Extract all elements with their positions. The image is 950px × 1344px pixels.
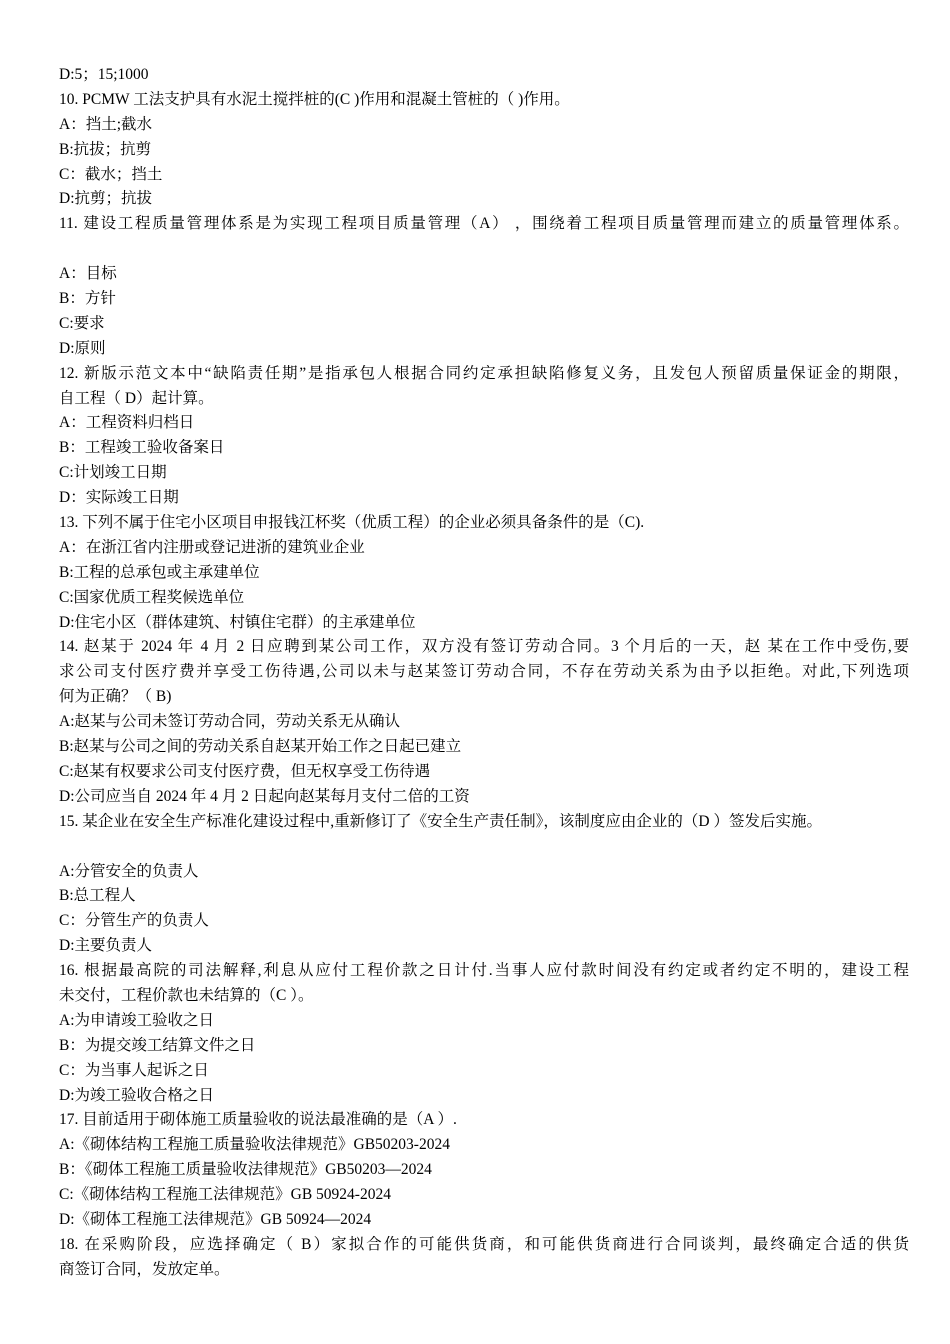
document-page [59,63,909,1283]
text-line: D:住宅小区（群体建筑、村镇住宅群）的主承建单位 [59,613,416,631]
text-line: B：为提交竣工结算文件之日 [59,1036,256,1054]
text-line: B:抗拔；抗剪 [59,140,152,158]
text-line: B：《砌体工程施工质量验收法律规范》GB50203—2024 [59,1161,432,1179]
text-line: C:要求 [59,314,105,332]
text-line: B：工程竣工验收备案日 [59,439,225,457]
text-line: 自工程（ D）起计算。 [59,389,214,407]
text-line: 求公司支付医疗费并享受工伤待遇,公司以未与赵某签订劳动合同，不存在劳动关系为由予以拒绝。对此,下列选项 [59,663,909,681]
text-line: B:总工程人 [59,887,136,905]
text-line: A:赵某与公司未签订劳动合同，劳动关系无从确认 [59,713,401,731]
text-line: D:抗剪；抗拔 [59,190,153,208]
text-line: 10. PCMW 工法支护具有水泥土搅拌桩的(C )作用和混凝土管桩的（ )作用。 [59,90,570,108]
text-line: 13. 下列不属于住宅小区项目申报钱江杯奖（优质工程）的企业必须具备条件的是（C). [59,514,645,532]
text-line: 11. 建设工程质量管理体系是为实现工程项目质量管理（A） ，围绕着工程项目质量管理而建立的质量管理体系。 [59,215,909,233]
text-line: D:主要负责人 [59,937,153,955]
text-line: A：工程资料归档日 [59,414,195,432]
text-line: C：分管生产的负责人 [59,912,209,930]
text-line: C:赵某有权要求公司支付医疗费，但无权享受工伤待遇 [59,762,431,780]
text-line: B:工程的总承包或主承建单位 [59,563,260,581]
text-line: C:《砌体结构工程施工法律规范》GB 50924-2024 [59,1186,391,1204]
text-line: A:分管安全的负责人 [59,862,199,880]
text-line: 15. 某企业在安全生产标准化建设过程中,重新修订了《安全生产责任制》，该制度应由企业的（D ）签发后实施。 [59,812,822,830]
text-line: 17. 目前适用于砌体施工质量验收的说法最准确的是（A ）. [59,1111,457,1129]
blank-line [59,237,909,262]
text-line: 14. 赵某于 2024 年 4 月 2 日应聘到某公司工作，双方没有签订劳动合同。3 个月后的一天，赵 某在工作中受伤,要 [59,638,909,656]
text-line: A：挡土;截水 [59,115,153,133]
text-line: C：为当事人起诉之日 [59,1061,209,1079]
text-line: C:国家优质工程奖候选单位 [59,588,245,606]
text-line: D:5；15;1000 [59,66,149,83]
blank-line [59,835,909,860]
text-line: 商签订合同，发放定单。 [59,1260,230,1278]
text-line: D:《砌体工程施工法律规范》GB 50924—2024 [59,1210,372,1228]
text-line: 何为正确？（ B) [59,688,172,706]
text-line: 18. 在采购阶段，应选择确定（ B）家拟合作的可能供货商，和可能供货商进行合同谈判，最终确定合适的供货 [59,1235,909,1253]
text-line: B:赵某与公司之间的劳动关系自赵某开始工作之日起已建立 [59,738,462,756]
text-line: C:计划竣工日期 [59,464,167,482]
text-line: 12. 新版示范文本中“缺陷责任期”是指承包人根据合同约定承担缺陷修复义务，且发包人预留质量保证金的期限， [59,364,909,382]
text-line: A:《砌体结构工程施工质量验收法律规范》GB50203-2024 [59,1136,450,1154]
text-line: B：方针 [59,290,116,308]
text-line: 未交付，工程价款也未结算的（C ）。 [59,986,314,1004]
text-line: 16. 根据最高院的司法解释,利息从应付工程价款之日计付.当事人应付款时间没有约定或者约定不明的，建设工程 [59,962,909,980]
text-line: A：目标 [59,265,117,283]
text-line: D：实际竣工日期 [59,489,179,507]
text-line: C：截水；挡土 [59,165,163,183]
text-line: D:公司应当自 2024 年 4 月 2 日起向赵某每月支付二倍的工资 [59,787,470,805]
text-line: D:为竣工验收合格之日 [59,1086,215,1104]
text-line: A：在浙江省内注册或登记进浙的建筑业企业 [59,538,365,556]
text-line: D:原则 [59,339,106,357]
text-line: A:为申请竣工验收之日 [59,1011,215,1029]
